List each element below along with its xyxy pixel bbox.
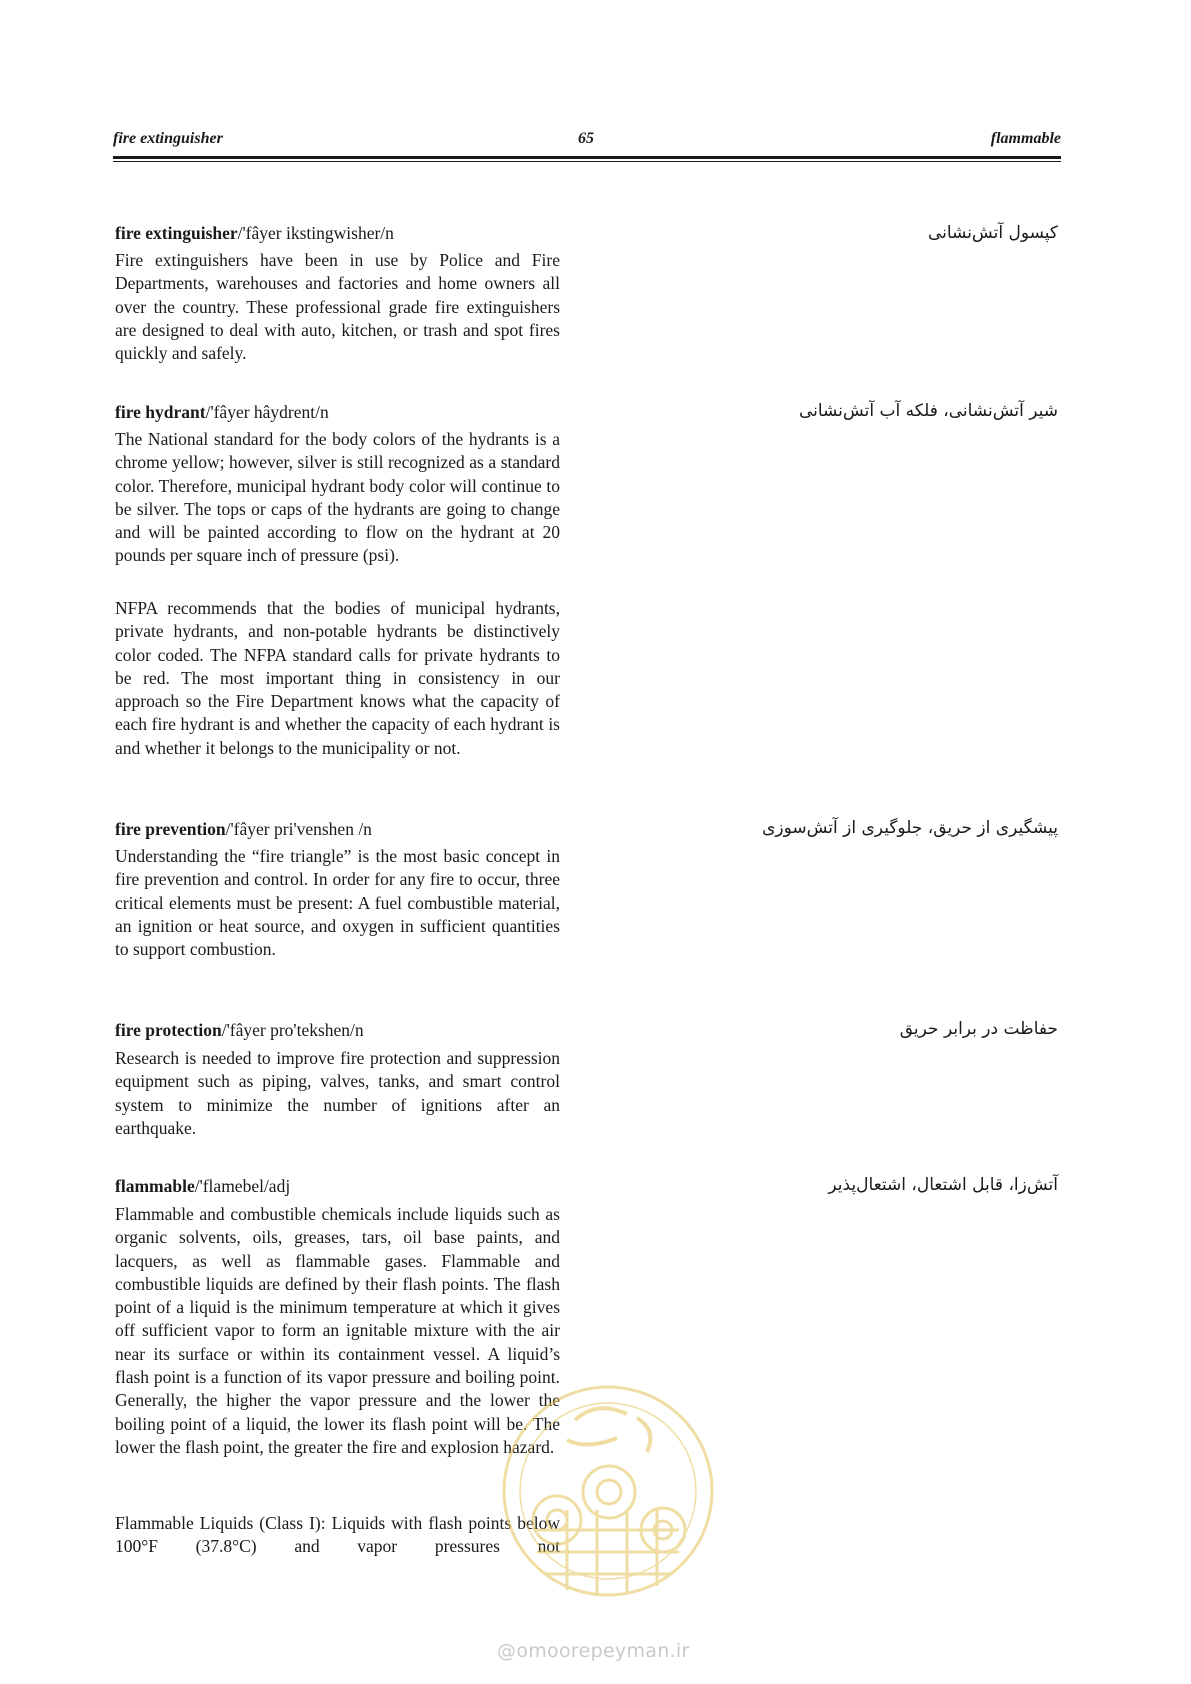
entry-headline <box>115 401 565 423</box>
watermark-text: omoorepeyman.ir <box>516 1640 690 1662</box>
header-rule-thick <box>113 156 1061 159</box>
header-right-guide-word: flammable <box>990 130 1061 147</box>
definition-paragraph: Research is needed to improve fire protection and suppression equipment such as piping, valves, tanks, and smart control system to minimize the number of ignitions after an earthquake. <box>115 1048 560 1138</box>
headword: fire hydrant <box>115 402 206 422</box>
entry-headline <box>115 818 565 840</box>
definition-paragraph: Understanding the “fire triangle” is the most basic concept in fire prevention and control. In order for any fire to occur, three critical elements must be present: A fuel combustible material, an ignition or heat source, and oxygen in sufficient quantities to support combustion. <box>115 846 560 960</box>
persian-translation: آتش‌زا، قابل اشتعال، اشتعال‌پذیر <box>828 1175 1058 1195</box>
watermark-url <box>497 1640 707 1662</box>
definition-paragraph: NFPA recommends that the bodies of municipal hydrants, private hydrants, and non-potable hydrants be distinctively color coded. The NFPA standard calls for private hydrants to be red. The most important thing in consistency in our approach so the Fire Department knows what the capacity of each fire hydrant is and whether the capacity of each hydrant is and whether it belongs to the municipality or not. <box>115 598 560 758</box>
entry-headline <box>115 1019 565 1041</box>
headword: flammable <box>115 1176 195 1196</box>
headword: fire prevention <box>115 819 226 839</box>
pronunciation: /'fâyer pri'venshen /n <box>225 819 372 839</box>
pronunciation: /'fâyer hâydrent/n <box>205 402 329 422</box>
pronunciation: /'fâyer ikstingwisher/n <box>237 223 394 243</box>
header-rule-thin <box>113 161 1061 162</box>
persian-translation: شیر آتش‌نشانی، فلکه آب آتش‌نشانی <box>798 401 1058 421</box>
persian-translation: پیشگیری از حریق، جلوگیری از آتش‌سوزی <box>762 818 1058 838</box>
at-sign-icon: @ <box>497 1640 517 1662</box>
publisher-seal-watermark <box>497 1380 719 1614</box>
definition-paragraph: The National standard for the body colors of the hydrants is a chrome yellow; however, silver is still recognized as a standard color. Therefore, municipal hydrant body color will continue to be silver. The tops or caps of the hydrants are going to change and will be painted according to flow on the hydrant at 20 pounds per square inch of pressure (psi). <box>115 429 560 566</box>
entry-headline <box>115 222 565 244</box>
definition-paragraph: Fire extinguishers have been in use by Police and Fire Departments, warehouses and factories and home owners all over the country. These professional grade fire extinguishers are designed to deal with auto, kitchen, or trash and spot fires quickly and safely. <box>115 250 560 364</box>
pronunciation: /'flamebel/adj <box>194 1176 291 1196</box>
definition-paragraph: Flammable Liquids (Class I): Liquids with flash points below 100°F (37.8°C) and vapor pressures not <box>115 1513 560 1557</box>
persian-translation: حفاظت در برابر حریق <box>899 1019 1058 1039</box>
entry-headline <box>115 1175 565 1197</box>
headword: fire protection <box>115 1020 222 1040</box>
persian-translation: کپسول آتش‌نشانی <box>927 223 1058 243</box>
headword: fire extinguisher <box>115 223 238 243</box>
page-number: 65 <box>578 130 594 147</box>
definition-paragraph: Flammable and combustible chemicals include liquids such as organic solvents, oils, greases, tars, oil base paints, and lacquers, as well as flammable gases. Flammable and combustible liquids are defined by their flash points. The flash point of a liquid is the minimum temperature at which it gives off sufficient vapor to form an ignitable mixture with the air near its surface or within its containment vessel. A liquid’s flash point is a function of its vapor pressure and boiling point. Generally, the higher the vapor pressure and the lower the boiling point of a liquid, the lower its flash point will be. The lower the flash point, the greater the fire and explosion hazard. <box>115 1204 560 1457</box>
running-head <box>113 130 1061 156</box>
header-left-guide-word: fire extinguisher <box>113 130 223 147</box>
pronunciation: /'fâyer pro'tekshen/n <box>221 1020 364 1040</box>
